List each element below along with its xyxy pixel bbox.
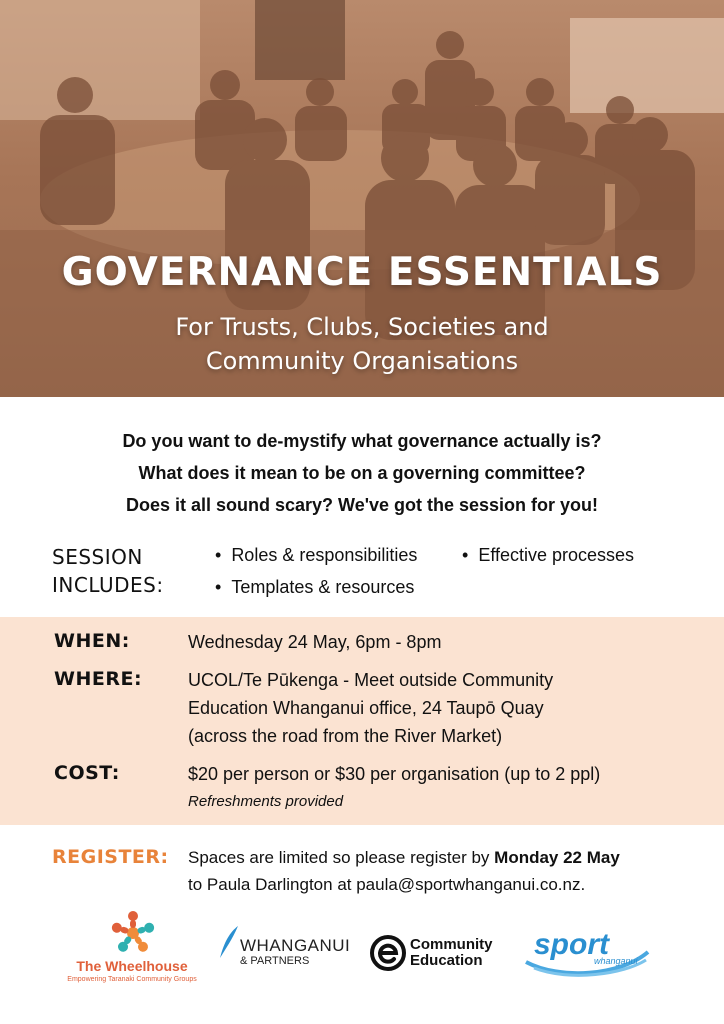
where-line-1: UCOL/Te Pūkenga - Meet outside Community: [188, 670, 554, 690]
community-education-icon: [370, 935, 406, 971]
when-value: Wednesday 24 May, 6pm - 8pm: [188, 632, 442, 652]
whanganui-partners-sub: & PARTNERS: [240, 955, 310, 967]
session-label-line-1: SESSION: [52, 545, 143, 569]
wheelhouse-logo-icon: [108, 908, 158, 958]
subtitle-line-1: For Trusts, Clubs, Societies and: [175, 313, 549, 341]
where-line-3: (across the road from the River Market): [188, 726, 503, 746]
sport-whanganui-logo: [520, 922, 652, 980]
intro-line-2: What does it mean to be on a governing committee?: [138, 463, 586, 483]
session-item-processes: • Effective processes: [462, 545, 634, 566]
where-line-2: Education Whanganui office, 24 Taupō Quay: [188, 698, 544, 718]
intro-line-3: Does it all sound scary? We've got the session for you!: [125, 495, 599, 515]
session-includes-label: [52, 543, 164, 599]
register-text: [188, 844, 708, 898]
whanganui-feather-icon: [218, 924, 240, 960]
cost-value: $20 per person or $30 per organisation (up to 2 ppl): [188, 764, 601, 784]
refreshments-note: Refreshments provided: [188, 793, 344, 810]
register-text-intro: Spaces are limited so please register by: [188, 848, 495, 867]
sport-word: sport: [534, 928, 609, 961]
wheelhouse-tagline: Empowering Taranaki Community Groups: [67, 976, 197, 983]
page-title: GOVERNANCE ESSENTIALS: [61, 250, 663, 295]
community-education-line-2: Education: [410, 952, 483, 969]
session-label-line-2: INCLUDES:: [52, 573, 164, 597]
where-label: WHERE:: [54, 668, 143, 690]
community-education-name: [410, 937, 493, 969]
register-label: REGISTER:: [52, 846, 169, 868]
register-contact: to Paula Darlington at paula@sportwhanganui.co.nz.: [188, 875, 586, 894]
register-deadline: Monday 22 May: [494, 848, 620, 867]
whanganui-partners-name: WHANGANUI: [240, 936, 351, 955]
hero-banner: [0, 0, 724, 397]
session-item-templates: • Templates & resources: [215, 577, 414, 598]
session-item-roles: • Roles & responsibilities: [215, 545, 417, 566]
when-label: WHEN:: [54, 630, 130, 652]
intro-line-1: Do you want to de-mystify what governance actually is?: [122, 431, 602, 451]
subtitle-line-2: Community Organisations: [205, 347, 519, 375]
community-education-line-1: Community: [410, 936, 493, 953]
sport-sub-word: whanganui: [594, 956, 638, 966]
cost-label: COST:: [54, 762, 120, 784]
where-value: [188, 666, 553, 750]
page-subtitle: [0, 310, 724, 378]
wheelhouse-name: The Wheelhouse: [76, 958, 188, 974]
intro-text: [0, 425, 724, 521]
